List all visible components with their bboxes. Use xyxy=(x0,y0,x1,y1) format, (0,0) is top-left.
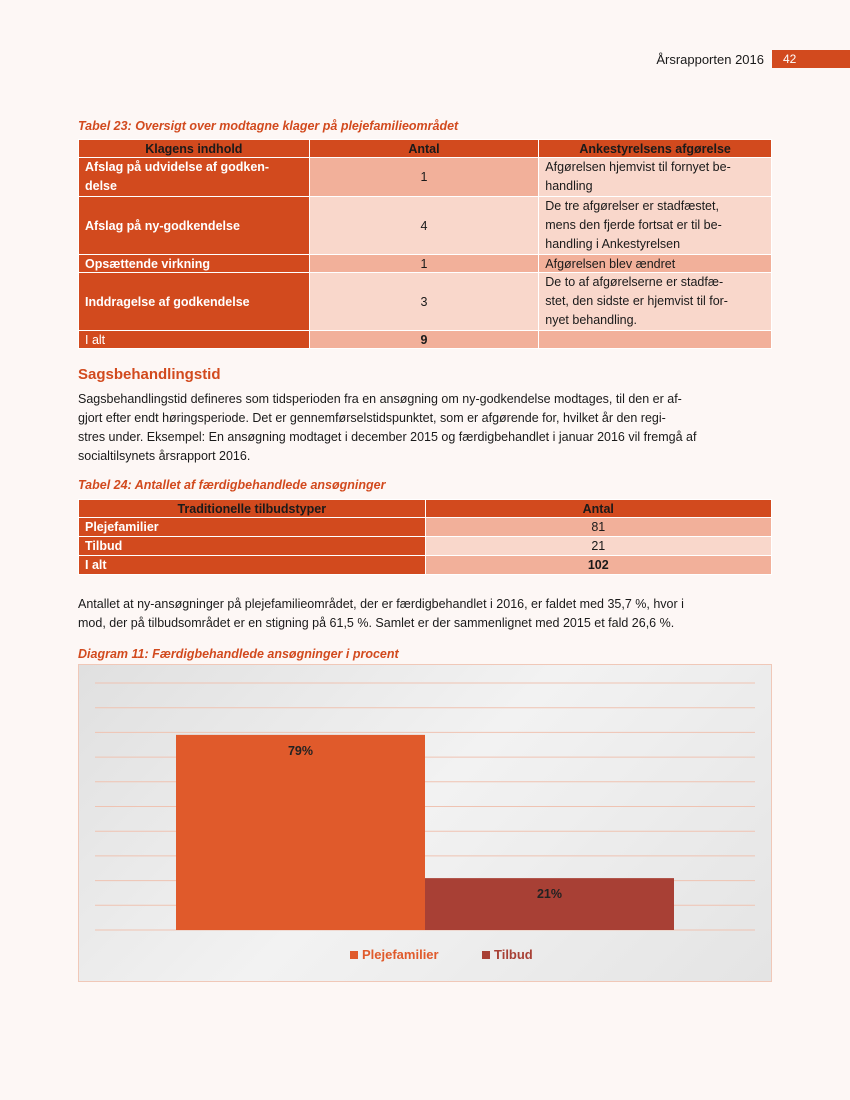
column-header: Antal xyxy=(309,140,539,158)
report-title: Årsrapporten 2016 xyxy=(656,51,764,67)
total-label: I alt xyxy=(79,556,426,575)
section-paragraph: Sagsbehandlingstid defineres som tidsperioden fra en ansøgning om ny-godkendelse modtages, til den er af- gjort efter endt høringsperiode. Det er gennemførselstidspunktet, som er afgørende for, hvilket år den regi- stres under. Eksempel: En ansøgning modtaget i december 2015 og færdigbehandlet i januar 2016 vil fremgå af socialtilsynets årsrapport 2016. xyxy=(78,392,697,463)
row-label: Inddragelse af godkendelse xyxy=(79,273,310,331)
total-empty-cell xyxy=(539,331,772,349)
row-decision: De tre afgørelser er stadfæstet, mens den fjerde fortsat er til be- handling i Ankestyrelsen xyxy=(539,197,772,255)
table-header-row xyxy=(79,500,772,518)
table24 xyxy=(78,499,772,575)
column-header: Traditionelle tilbudstyper xyxy=(79,500,426,518)
row-label: Opsættende virkning xyxy=(79,255,310,273)
table23-caption: Tabel 23: Oversigt over modtagne klager på plejefamilieområdet xyxy=(78,119,459,133)
row-decision: De to af afgørelserne er stadfæ- stet, den sidste er hjemvist til for- nyet behandling. xyxy=(539,273,772,331)
row-count: 4 xyxy=(309,197,539,255)
legend-label: Plejefamilier xyxy=(362,947,439,962)
legend-swatch xyxy=(350,951,358,959)
bar-tilbud xyxy=(425,878,674,930)
row-decision: Afgørelsen blev ændret xyxy=(539,255,772,273)
page-number: 42 xyxy=(772,50,850,68)
table-row xyxy=(79,537,772,556)
row-count: 1 xyxy=(309,255,539,273)
row-count: 1 xyxy=(309,158,539,197)
total-label: I alt xyxy=(79,331,310,349)
column-header: Ankestyrelsens afgørelse xyxy=(539,140,772,158)
table-row xyxy=(79,197,772,255)
table-header-row xyxy=(79,140,772,158)
row-label: Plejefamilier xyxy=(79,518,426,537)
section-heading: Sagsbehandlingstid xyxy=(78,366,221,383)
table-total-row xyxy=(79,556,772,575)
bar-chart xyxy=(78,664,772,982)
chart-canvas xyxy=(79,665,771,981)
table-row xyxy=(79,273,772,331)
legend-swatch xyxy=(482,951,490,959)
bar-plejefamilier xyxy=(176,735,425,930)
table-row xyxy=(79,518,772,537)
table-total-row xyxy=(79,331,772,349)
row-label: Tilbud xyxy=(79,537,426,556)
data-label: 21% xyxy=(536,887,563,902)
table24-caption: Tabel 24: Antallet af færdigbehandlede ansøgninger xyxy=(78,478,386,492)
table-row xyxy=(79,158,772,197)
data-label: 79% xyxy=(287,743,314,758)
total-count: 9 xyxy=(309,331,539,349)
row-count: 21 xyxy=(425,537,771,556)
legend-label: Tilbud xyxy=(494,947,533,962)
page-header xyxy=(656,50,850,68)
row-label: Afslag på udvidelse af godken- delse xyxy=(79,158,310,197)
column-header: Klagens indhold xyxy=(79,140,310,158)
diagram-caption: Diagram 11: Færdigbehandlede ansøgninger i procent xyxy=(78,647,399,661)
column-header: Antal xyxy=(425,500,771,518)
row-count: 81 xyxy=(425,518,771,537)
row-label: Afslag på ny-godkendelse xyxy=(79,197,310,255)
analysis-paragraph: Antallet at ny-ansøgninger på plejefamilieområdet, der er færdigbehandlet i 2016, er faldet med 35,7 %, hvor i mod, der på tilbudsområdet er en stigning på 61,5 %. Samlet er der sammenlignet med 2015 et fald 26,6 %. xyxy=(78,597,684,630)
row-count: 3 xyxy=(309,273,539,331)
row-decision: Afgørelsen hjemvist til fornyet be- handling xyxy=(539,158,772,197)
table-row xyxy=(79,255,772,273)
table23 xyxy=(78,139,772,349)
total-count: 102 xyxy=(425,556,771,575)
